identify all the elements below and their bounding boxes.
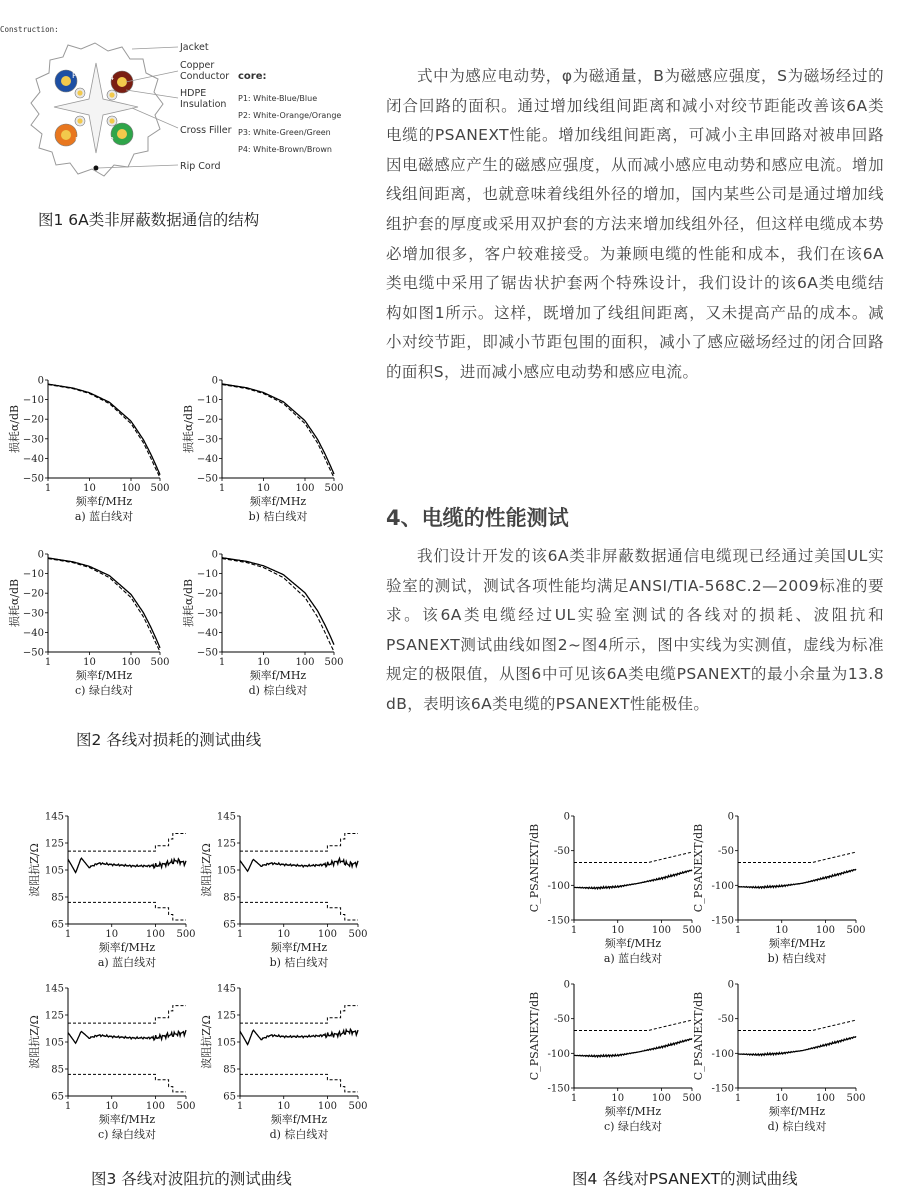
label-copper: Copper xyxy=(180,60,215,71)
y-tick-label: -100 xyxy=(711,1048,734,1060)
limit-line xyxy=(240,1006,358,1024)
y-tick-label: 85 xyxy=(223,1064,236,1076)
x-tick-label: 10 xyxy=(277,929,291,940)
y-tick-label: 0 xyxy=(37,549,44,561)
y-tick-label: 65 xyxy=(51,1091,64,1103)
series-measured-line xyxy=(240,858,358,871)
y-tick-label: -50 xyxy=(553,1014,570,1026)
paragraph-2: 我们设计开发的该6A类非屏蔽数据通信电缆现已经通过美国UL实验室的测试，测试各项性能均满足ANSI/TIA-568C.2—2009标准的要求。该6A类电缆经过UL实验室测试的各线对的损耗、波阻抗和PSANEXT测试曲线如图2~图4所示，图中实线为实测值，虚线为标准规定的极限值，从图6中可见该6A类电缆PSANEXT的最小余量为13.8 dB，表明该6A类电缆的PSANEXT性能极佳。 xyxy=(386,547,884,713)
chart-panel xyxy=(528,980,702,1134)
y-tick-label: -150 xyxy=(547,915,570,927)
x-tick-label: 100 xyxy=(815,1093,835,1104)
y-tick-label: 105 xyxy=(44,865,64,877)
x-tick-label: 10 xyxy=(83,483,96,494)
x-tick-label: 10 xyxy=(105,1101,119,1112)
x-tick-label: 500 xyxy=(150,483,170,494)
y-tick-label: 0 xyxy=(727,811,734,823)
y-tick-label: 125 xyxy=(216,1010,236,1022)
x-tick-label: 100 xyxy=(317,929,337,940)
figure-4-caption: 图4 各线对PSANEXT的测试曲线 xyxy=(572,1170,798,1188)
y-tick-label: −20 xyxy=(22,414,44,426)
limit-line xyxy=(68,834,186,852)
x-tick-label: 100 xyxy=(295,483,315,494)
x-tick-label: 100 xyxy=(145,929,165,940)
y-axis-label: C_PSANEXT/dB xyxy=(528,823,541,913)
y-tick-label: 125 xyxy=(44,838,64,850)
y-axis-label: 波阻抗Z/Ω xyxy=(200,843,213,897)
x-tick-label: 1 xyxy=(236,1101,244,1112)
rip-cord xyxy=(94,166,99,171)
y-tick-label: −50 xyxy=(196,647,218,659)
series-measured-line xyxy=(68,858,186,872)
y-tick-label: −30 xyxy=(196,608,218,620)
x-tick-label: 1 xyxy=(734,1093,742,1104)
chart-panel xyxy=(199,812,368,970)
core-item-2: P2: White-Orange/Orange xyxy=(238,111,342,120)
x-tick-label: 100 xyxy=(815,925,835,936)
chart-panel xyxy=(7,376,170,524)
y-tick-label: −20 xyxy=(196,588,218,600)
y-tick-label: −10 xyxy=(196,395,218,407)
core-item-1: P1: White-Blue/Blue xyxy=(238,94,318,103)
x-axis-label: 频率f/MHz xyxy=(98,1113,156,1126)
limit-line xyxy=(68,1074,186,1092)
x-tick-label: 500 xyxy=(682,925,702,936)
y-tick-label: −50 xyxy=(196,473,218,485)
x-tick-label: 100 xyxy=(295,657,315,668)
x-axis-label: 频率f/MHz xyxy=(270,1113,328,1126)
panel-subtitle: c) 绿白线对 xyxy=(604,1120,662,1133)
x-axis-label: 频率f/MHz xyxy=(249,669,307,682)
figure-2-caption: 图2 各线对损耗的测试曲线 xyxy=(76,731,262,749)
x-tick-label: 10 xyxy=(277,1101,291,1112)
y-tick-label: 85 xyxy=(223,892,236,904)
y-tick-label: −30 xyxy=(22,608,44,620)
x-axis-label: 频率f/MHz xyxy=(768,1105,826,1118)
y-tick-label: −10 xyxy=(196,569,218,581)
x-tick-label: 100 xyxy=(651,1093,671,1104)
y-tick-label: 0 xyxy=(37,375,44,387)
figure-1 xyxy=(0,0,360,240)
y-tick-label: -100 xyxy=(711,880,734,892)
y-tick-label: −50 xyxy=(22,647,44,659)
y-tick-label: 105 xyxy=(216,1037,236,1049)
x-tick-label: 500 xyxy=(348,1101,368,1112)
x-tick-label: 1 xyxy=(64,1101,72,1112)
x-axis-label: 频率f/MHz xyxy=(604,1105,662,1118)
limit-line xyxy=(68,1006,186,1024)
body-column xyxy=(386,62,884,388)
chart-panel xyxy=(7,550,170,698)
x-axis-label: 频率f/MHz xyxy=(768,937,826,950)
y-tick-label: −40 xyxy=(22,627,44,639)
chart-panel xyxy=(27,984,196,1142)
x-tick-label: 10 xyxy=(257,483,270,494)
panel-subtitle: a) 蓝白线对 xyxy=(97,956,157,969)
x-tick-label: 1 xyxy=(44,657,52,668)
y-tick-label: −40 xyxy=(196,453,218,465)
y-axis-label: 波阻抗Z/Ω xyxy=(28,1015,41,1069)
y-axis-label: C_PSANEXT/dB xyxy=(528,991,541,1081)
y-tick-label: -150 xyxy=(711,1083,734,1095)
panel-subtitle: b) 桔白线对 xyxy=(269,956,329,969)
y-tick-label: 145 xyxy=(44,983,64,995)
chart-panel xyxy=(181,376,344,524)
x-tick-label: 1 xyxy=(570,1093,578,1104)
y-axis-label: 损耗α/dB xyxy=(182,578,195,628)
y-tick-label: -100 xyxy=(547,880,570,892)
y-tick-label: 145 xyxy=(216,811,236,823)
panel-subtitle: b) 桔白线对 xyxy=(248,510,308,523)
x-tick-label: 1 xyxy=(236,929,244,940)
x-tick-label: 10 xyxy=(611,1093,625,1104)
y-tick-label: 125 xyxy=(216,838,236,850)
panel-subtitle: c) 绿白线对 xyxy=(98,1128,156,1141)
series-measured-line xyxy=(738,869,856,888)
series-measured-line xyxy=(48,558,160,648)
x-tick-label: 1 xyxy=(64,929,72,940)
limit-line xyxy=(240,1074,358,1092)
panel-subtitle: b) 桔白线对 xyxy=(767,952,827,965)
limit-line xyxy=(574,1020,692,1030)
x-tick-label: 100 xyxy=(145,1101,165,1112)
panel-subtitle: c) 绿白线对 xyxy=(75,684,133,697)
y-tick-label: −20 xyxy=(196,414,218,426)
y-tick-label: 0 xyxy=(211,375,218,387)
y-tick-label: 105 xyxy=(216,865,236,877)
y-tick-label: −50 xyxy=(22,473,44,485)
series-measured-line xyxy=(222,384,334,474)
series-measured-line xyxy=(48,384,160,475)
series-measured-line xyxy=(222,558,334,645)
y-tick-label: −30 xyxy=(22,434,44,446)
y-tick-label: −40 xyxy=(22,453,44,465)
y-axis-label: 损耗α/dB xyxy=(182,404,195,454)
pair-tag-p3: P3 xyxy=(104,136,114,145)
y-tick-label: 145 xyxy=(216,983,236,995)
limit-line xyxy=(574,852,692,862)
y-tick-label: -50 xyxy=(717,846,734,858)
label-cross-filler: Cross Filler xyxy=(180,125,232,136)
x-tick-label: 500 xyxy=(176,929,196,940)
y-tick-label: 0 xyxy=(563,811,570,823)
panel-subtitle: a) 蓝白线对 xyxy=(603,952,663,965)
y-tick-label: −30 xyxy=(196,434,218,446)
y-tick-label: -100 xyxy=(547,1048,570,1060)
x-tick-label: 500 xyxy=(150,657,170,668)
label-conductor: Conductor xyxy=(180,71,230,82)
x-tick-label: 100 xyxy=(651,925,671,936)
y-tick-label: −40 xyxy=(196,627,218,639)
limit-line xyxy=(240,834,358,852)
x-tick-label: 500 xyxy=(682,1093,702,1104)
series-measured-line xyxy=(68,1030,186,1043)
y-axis-label: C_PSANEXT/dB xyxy=(692,991,705,1081)
body-column-2 xyxy=(386,542,884,720)
figure-2-loss-charts xyxy=(0,360,360,705)
y-tick-label: −20 xyxy=(22,588,44,600)
chart-panel xyxy=(692,812,866,966)
y-tick-label: -150 xyxy=(711,915,734,927)
x-tick-label: 10 xyxy=(257,657,270,668)
limit-line xyxy=(738,852,856,862)
limit-line xyxy=(68,902,186,920)
x-tick-label: 100 xyxy=(317,1101,337,1112)
x-tick-label: 1 xyxy=(570,925,578,936)
series-limit-line xyxy=(48,385,160,478)
x-tick-label: 10 xyxy=(83,657,96,668)
series-measured-line xyxy=(738,1036,856,1055)
y-tick-label: 85 xyxy=(51,1064,64,1076)
chart-panel xyxy=(692,980,866,1134)
series-measured-line xyxy=(574,1038,692,1057)
construction-label: Construction: xyxy=(0,25,59,34)
x-axis-label: 频率f/MHz xyxy=(98,941,156,954)
y-tick-label: 0 xyxy=(563,979,570,991)
panel-subtitle: a) 蓝白线对 xyxy=(74,510,134,523)
x-tick-label: 1 xyxy=(218,483,226,494)
x-tick-label: 10 xyxy=(105,929,119,940)
x-tick-label: 500 xyxy=(176,1101,196,1112)
x-tick-label: 500 xyxy=(348,929,368,940)
x-tick-label: 10 xyxy=(611,925,625,936)
series-measured-line xyxy=(574,870,692,889)
x-tick-label: 500 xyxy=(846,925,866,936)
panel-subtitle: d) 棕白线对 xyxy=(248,684,308,697)
figure-1-caption: 图1 6A类非屏蔽数据通信的结构 xyxy=(38,211,260,229)
x-axis-label: 频率f/MHz xyxy=(75,669,133,682)
y-axis-label: C_PSANEXT/dB xyxy=(692,823,705,913)
y-tick-label: −10 xyxy=(22,395,44,407)
cable-cross-section-diagram xyxy=(0,35,360,185)
y-axis-label: 波阻抗Z/Ω xyxy=(200,1015,213,1069)
x-tick-label: 1 xyxy=(44,483,52,494)
pair-tag-p2: P2 xyxy=(75,136,85,145)
label-hdpe: HDPE xyxy=(180,88,207,99)
core-item-3: P3: White-Green/Green xyxy=(238,128,331,137)
x-tick-label: 100 xyxy=(121,483,141,494)
y-tick-label: 105 xyxy=(44,1037,64,1049)
x-axis-label: 频率f/MHz xyxy=(604,937,662,950)
x-tick-label: 500 xyxy=(324,657,344,668)
core-title: core: xyxy=(238,71,267,82)
x-tick-label: 10 xyxy=(775,1093,789,1104)
x-axis-label: 频率f/MHz xyxy=(75,495,133,508)
label-jacket: Jacket xyxy=(180,42,209,53)
section-heading: 4、电缆的性能测试 xyxy=(386,506,569,530)
y-tick-label: 0 xyxy=(727,979,734,991)
limit-line xyxy=(240,902,358,920)
x-tick-label: 10 xyxy=(775,925,789,936)
x-tick-label: 100 xyxy=(121,657,141,668)
y-tick-label: 145 xyxy=(44,811,64,823)
y-tick-label: 65 xyxy=(223,1091,236,1103)
x-axis-label: 频率f/MHz xyxy=(249,495,307,508)
core-item-4: P4: White-Brown/Brown xyxy=(238,145,332,154)
y-tick-label: -50 xyxy=(553,846,570,858)
figure-3-caption: 图3 各线对波阻抗的测试曲线 xyxy=(91,1170,292,1188)
y-tick-label: 125 xyxy=(44,1010,64,1022)
figure-3-impedance-charts xyxy=(0,800,380,1150)
series-limit-line xyxy=(222,385,334,478)
chart-panel xyxy=(27,812,196,970)
y-tick-label: 65 xyxy=(51,919,64,931)
x-tick-label: 500 xyxy=(324,483,344,494)
panel-subtitle: d) 棕白线对 xyxy=(767,1120,827,1133)
chart-panel xyxy=(181,550,344,698)
x-tick-label: 1 xyxy=(734,925,742,936)
limit-line xyxy=(738,1020,856,1030)
y-tick-label: -150 xyxy=(547,1083,570,1095)
y-axis-label: 损耗α/dB xyxy=(8,578,21,628)
y-axis-label: 损耗α/dB xyxy=(8,404,21,454)
y-tick-label: -50 xyxy=(717,1014,734,1026)
x-axis-label: 频率f/MHz xyxy=(270,941,328,954)
x-tick-label: 500 xyxy=(846,1093,866,1104)
label-insulation: Insulation xyxy=(180,99,227,110)
x-tick-label: 1 xyxy=(218,657,226,668)
y-tick-label: 0 xyxy=(211,549,218,561)
y-tick-label: 65 xyxy=(223,919,236,931)
chart-panel xyxy=(528,812,702,966)
paragraph-1: 式中为感应电动势，φ为磁通量，B为磁感应强度，S为磁场经过的闭合回路的面积。通过增加线组间距离和减小对绞节距能改善该6A类电缆的PSANEXT性能。增加线组间距离，可减小主串回路对被串回路因电磁感应产生的磁感应强度，从而减小感应电动势和感应电流。增加线组间距离，也就意味着线组外径的增加，国内某些公司是通过增加线组护套的厚度或采用双护套的方法来增加线组外径，但这样电缆成本势必增加很多，客户较难接受。为兼顾电缆的性能和成本，我们在该6A类电缆中采用了锯齿状护套两个特殊设计，我们设计的该6A类电缆结构如图1所示。这样，既增加了线组间距离，又未提高产品的成本。减小对绞节距，即减小节距包围的面积，减小了感应磁场经过的闭合回路的面积S，进而减小感应电动势和感应电流。 xyxy=(386,67,884,381)
y-axis-label: 波阻抗Z/Ω xyxy=(28,843,41,897)
y-tick-label: 85 xyxy=(51,892,64,904)
figure-4-psanext-charts xyxy=(510,800,890,1145)
label-rip-cord: Rip Cord xyxy=(180,161,221,172)
y-tick-label: −10 xyxy=(22,569,44,581)
series-measured-line xyxy=(240,1029,358,1044)
panel-subtitle: d) 棕白线对 xyxy=(269,1128,329,1141)
chart-panel xyxy=(199,984,368,1142)
pair-tag-p1: P1 xyxy=(72,71,82,80)
pair-tag-p4: P4 xyxy=(104,73,114,82)
